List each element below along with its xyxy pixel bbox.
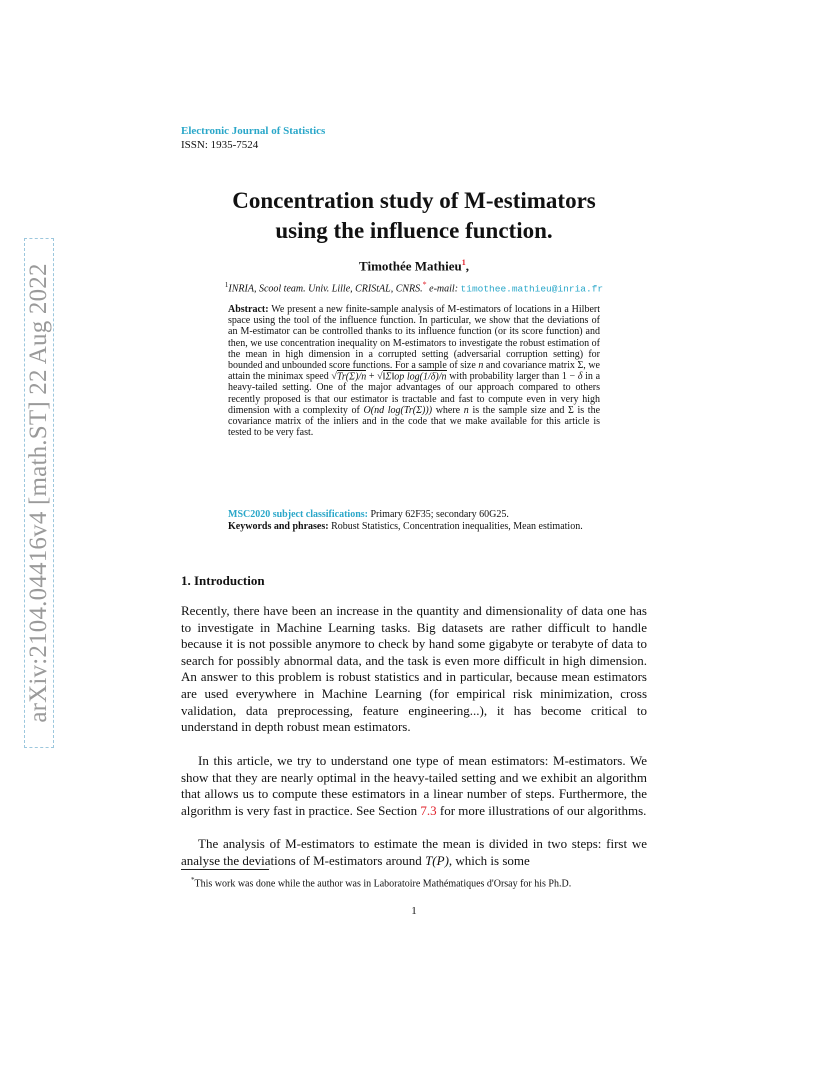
arxiv-identifier: arXiv:2104.04416v4 [math.ST] 22 Aug 2022 bbox=[25, 263, 52, 723]
plus-sign: + bbox=[366, 371, 378, 383]
journal-name[interactable]: Electronic Journal of Statistics bbox=[181, 125, 326, 137]
para2-text-a: In this article, we try to understand one type of mean estimators: M-estimators. We show that they are nearly optimal in the heavy-tailed setting and we exhibit an algorithm that allows us to compute these estimators in a linear number of steps. Furthermore, the algorithm is very fast in practice. See Section bbox=[181, 753, 647, 818]
sqrt-symbol: √ bbox=[331, 371, 337, 383]
rate-term-1: Tr(Σ)/n bbox=[336, 371, 367, 383]
abstract-text-3: with probability larger than 1 − bbox=[446, 371, 578, 383]
body-paragraph-3 bbox=[181, 836, 647, 869]
arxiv-stamp bbox=[24, 238, 54, 748]
email-label: e-mail: bbox=[426, 283, 461, 295]
author bbox=[181, 258, 647, 274]
rate-term-2: ‖Σ‖op log(1/δ)/n bbox=[382, 371, 447, 383]
complexity-expression: O(nd log(Tr(Σ))) bbox=[363, 404, 433, 416]
abstract-label: Abstract: bbox=[228, 304, 269, 315]
issn: ISSN: 1935-7524 bbox=[181, 139, 259, 151]
affil-number: 1 bbox=[224, 281, 229, 289]
keywords bbox=[228, 521, 608, 533]
abstract-text-6: is the sample size and Σ is the covariance matrix of the inliers and in the code that we make available for this article is tested to be very fast. bbox=[228, 404, 601, 439]
body-paragraph-2 bbox=[181, 753, 647, 819]
footnote-rule bbox=[181, 869, 269, 870]
msc-codes: Primary 62F35; secondary 60G25. bbox=[368, 509, 509, 520]
paper-title bbox=[181, 186, 647, 246]
abstract-text-2: and covariance matrix Σ, we attain the minimax speed bbox=[228, 360, 601, 383]
page-number: 1 bbox=[411, 905, 417, 917]
body-paragraph-1: Recently, there have been an increase in the quantity and dimensionality of data one has to investigate in Machine Learning tasks. Big datasets are rather difficult to handle because it is not possible anymore to check by hand some gigabyte or terabyte of data to search for possibly abnormal data, and the task is even more difficult in high dimension. An answer to this problem is robust statistics and in particular, because mean estimators are used everywhere in Machine Learning (for empirical risk minimization, cross validation, data preprocessing, feature engineering...), it has become critical to understand in depth robust mean estimators. bbox=[181, 603, 647, 735]
footnote-star: * bbox=[191, 876, 195, 884]
abstract-math-n: n bbox=[478, 360, 484, 372]
abstract bbox=[228, 304, 600, 438]
para3-math: T(P) bbox=[425, 852, 449, 868]
footnote-mark[interactable]: * bbox=[422, 280, 427, 289]
title-line-2: using the influence function. bbox=[275, 218, 553, 243]
title-line-1: Concentration study of M-estimators bbox=[232, 188, 596, 213]
footnote-text: This work was done while the author was in Laboratoire Mathématiques d'Orsay for his Ph.D. bbox=[194, 878, 572, 890]
abstract-text-1: We present a new finite-sample analysis of M-estimators of locations in a Hilbert space using the tool of the influence function. In particular, we show that the deviations of an M-estimator can be controlled thanks to its influence function (or its score function) and then, we use concentration inequality on M-estimators to investigate the robust estimation of the mean in high dimension in a corrupted setting (adversarial corruption setting) for bounded and unbounded score functions. For a sample of size bbox=[228, 304, 600, 372]
sqrt-symbol-2: √ bbox=[377, 371, 383, 383]
section-ref-link[interactable]: 7.3 bbox=[420, 802, 437, 818]
abstract-text-5: where bbox=[432, 404, 464, 416]
affil-text: INRIA, Scool team. Univ. Lille, CRIStAL, CNRS. bbox=[228, 283, 423, 295]
keywords-label: Keywords and phrases: bbox=[228, 521, 329, 532]
abstract-math-n-2: n bbox=[463, 404, 469, 416]
msc-classification bbox=[228, 509, 608, 521]
affiliation bbox=[181, 280, 647, 294]
author-name: Timothée Mathieu bbox=[359, 258, 462, 274]
footnote bbox=[181, 874, 647, 890]
author-affil-mark[interactable]: 1 bbox=[461, 258, 466, 267]
para2-text-b: for more illustrations of our algorithms. bbox=[436, 802, 647, 818]
section-heading: 1. Introduction bbox=[181, 573, 265, 588]
keywords-text: Robust Statistics, Concentration inequalities, Mean estimation. bbox=[328, 521, 583, 532]
para3-text-b: , which is some bbox=[448, 852, 530, 868]
email-link[interactable]: timothee.mathieu@inria.fr bbox=[460, 283, 604, 295]
abstract-math-delta: δ bbox=[577, 371, 583, 383]
para3-text-a: The analysis of M-estimators to estimate the mean is divided in two steps: first we analyse the deviations of M-estimators around bbox=[181, 836, 647, 868]
abstract-text-4: in a heavy-tailed setting. One of the major advantages of our approach compared to others recently proposed is that our estimator is tractable and fast to compute even in very high dimension with a complexity of bbox=[228, 371, 601, 416]
msc-label-link[interactable]: MSC2020 subject classifications: bbox=[228, 509, 368, 520]
author-trailing: , bbox=[465, 258, 469, 274]
